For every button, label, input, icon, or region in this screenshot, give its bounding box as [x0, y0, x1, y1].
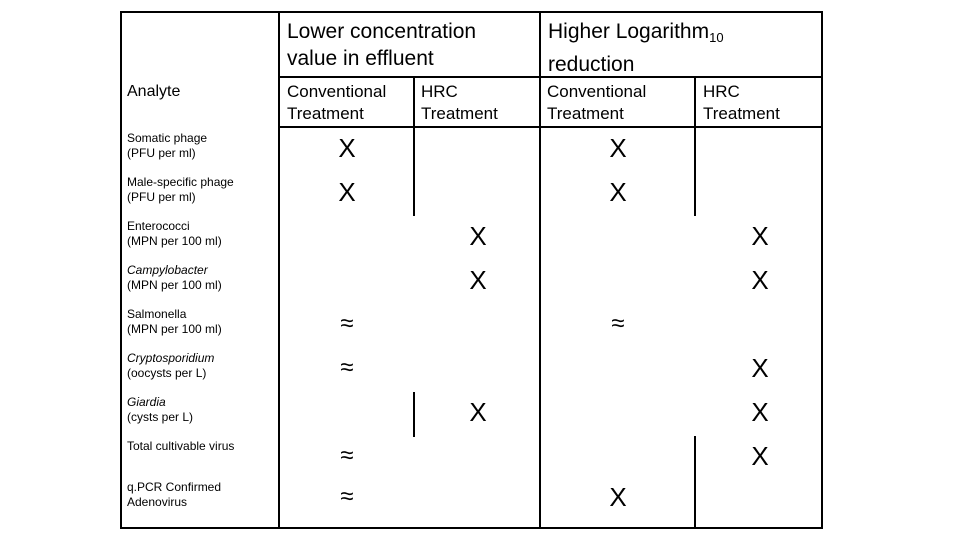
table-row	[127, 351, 275, 381]
check-mark-x: X	[751, 441, 769, 471]
group-header-lower-concentration: Lower concentration value in effluent	[287, 20, 477, 70]
table-border-bottom	[120, 527, 823, 529]
analyte-unit: (MPN per 100 ml)	[127, 278, 222, 292]
analyte-name: Somatic phage	[127, 131, 208, 145]
check-mark-x: X	[751, 353, 769, 383]
table-row	[127, 439, 275, 454]
log-reduction-subscript: 10	[709, 30, 724, 45]
approx-equal-mark: ≈	[340, 354, 354, 381]
analyte-name: Salmonella	[127, 307, 187, 321]
sub-header-conventional-1: Conventional Treatment	[287, 82, 387, 123]
analyte-unit: Adenovirus	[127, 495, 188, 509]
table-row	[127, 219, 275, 249]
analyte-unit: (MPN per 100 ml)	[127, 322, 222, 336]
table-border-right	[821, 11, 823, 529]
analyte-name: Campylobacter	[127, 263, 208, 277]
analyte-unit: (oocysts per L)	[127, 366, 207, 380]
check-mark-x: X	[609, 482, 627, 512]
analyte-header: Analyte	[127, 83, 181, 100]
analyte-name: Total cultivable virus	[127, 439, 235, 453]
check-mark-x: X	[338, 133, 356, 163]
analyte-name: Male-specific phage	[127, 175, 234, 189]
analyte-unit: (PFU per ml)	[127, 190, 196, 204]
check-mark-x: X	[751, 397, 769, 427]
divider-hrc2-bottom	[694, 436, 696, 529]
analyte-unit: (cysts per L)	[127, 410, 194, 424]
table-border-top	[120, 11, 823, 13]
analyte-name: q.PCR Confirmed	[127, 480, 222, 494]
check-mark-x: X	[469, 397, 487, 427]
approx-equal-mark: ≈	[611, 310, 625, 337]
table-row	[127, 480, 275, 510]
table-row	[127, 395, 275, 425]
table-border-left	[120, 11, 122, 529]
table-row	[127, 307, 275, 337]
sub-header-conventional-2: Conventional Treatment	[547, 82, 647, 123]
check-mark-x: X	[469, 221, 487, 251]
divider-hrc1-top	[413, 76, 415, 216]
analyte-name: Enterococci	[127, 219, 190, 233]
table-row	[127, 131, 275, 161]
divider-hrc2-top	[694, 76, 696, 216]
check-mark-x: X	[609, 177, 627, 207]
sub-header-hrc-2: HRC Treatment	[703, 82, 780, 123]
log-reduction-prefix: Higher Logarithm	[548, 20, 710, 43]
check-mark-x: X	[751, 221, 769, 251]
check-mark-x: X	[469, 265, 487, 295]
analyte-name: Giardia	[127, 395, 166, 409]
approx-equal-mark: ≈	[340, 442, 354, 469]
analyte-unit: (PFU per ml)	[127, 146, 196, 160]
analyte-unit: (MPN per 100 ml)	[127, 234, 222, 248]
sub-header-hrc-1: HRC Treatment	[421, 82, 498, 123]
divider-hrc1-bottom	[413, 392, 415, 437]
analyte-name: Cryptosporidium	[127, 351, 215, 365]
log-reduction-suffix: reduction	[548, 53, 635, 76]
table-row	[127, 263, 275, 293]
group-header-log-reduction	[548, 18, 808, 78]
check-mark-x: X	[609, 133, 627, 163]
check-mark-x: X	[751, 265, 769, 295]
approx-equal-mark: ≈	[340, 310, 354, 337]
table-row	[127, 175, 275, 205]
divider-analyte	[278, 11, 280, 529]
divider-group	[539, 11, 541, 529]
check-mark-x: X	[338, 177, 356, 207]
approx-equal-mark: ≈	[340, 483, 354, 510]
divider-sub-header	[278, 126, 823, 128]
